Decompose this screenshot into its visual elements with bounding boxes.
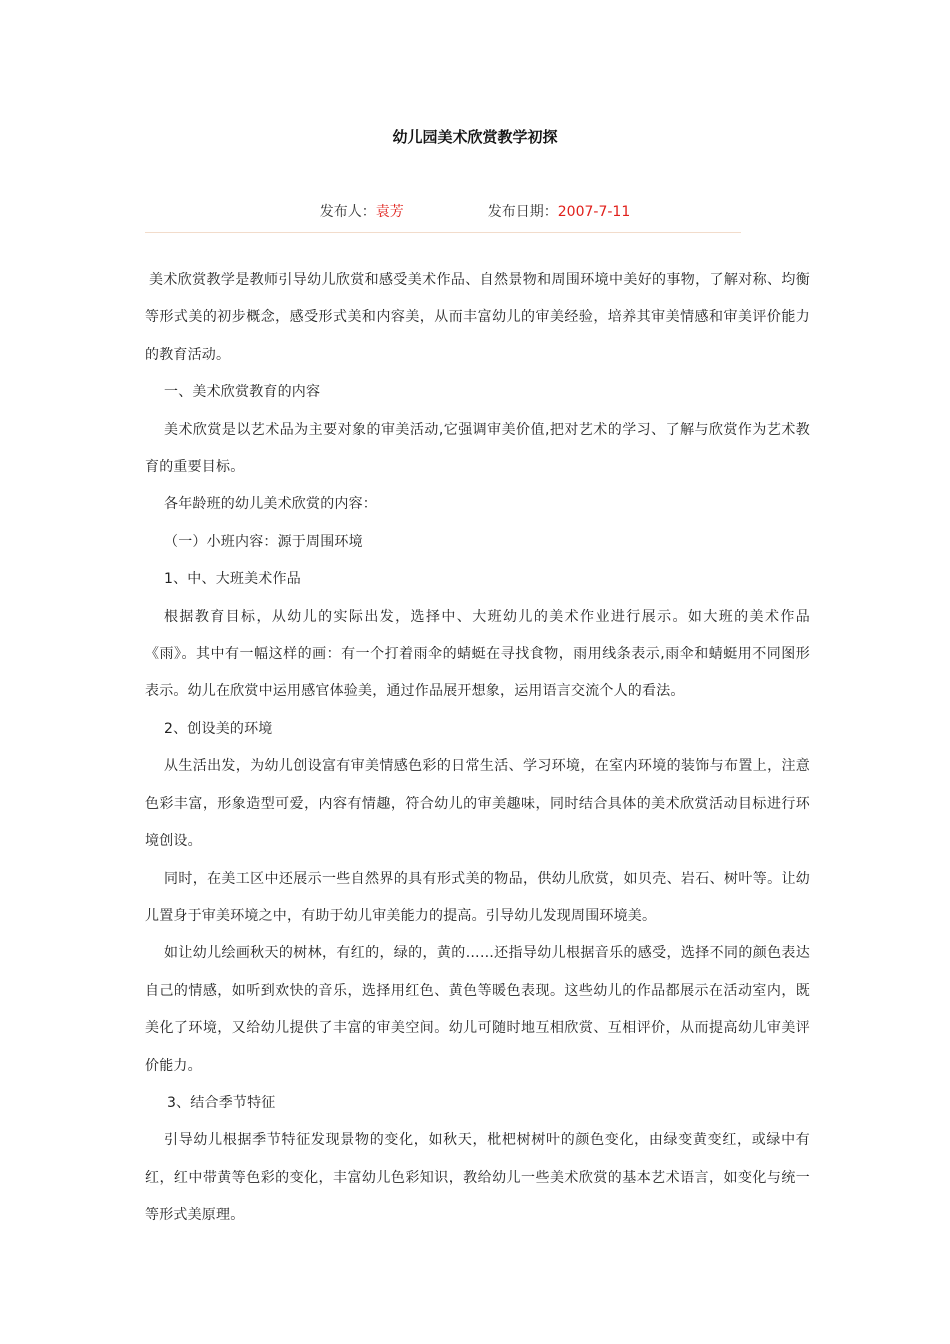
- item-heading: 1、中、大班美术作品: [164, 571, 301, 588]
- paragraph: 根据教育目标，从幼儿的实际出发，选择中、大班幼儿的美术作业进行展示。如大班的美术作品《雨》。其中有一幅这样的画：有一个打着雨伞的蜻蜓在寻找食物，雨用线条表示,雨伞和蜻蜓用不同图形表示。幼儿在欣赏中运用感官体验美，通过作品展开想象，运用语言交流个人的看法。: [145, 608, 810, 700]
- paragraph: 如让幼儿绘画秋天的树林，有红的，绿的，黄的……还指导幼儿根据音乐的感受，选择不同的颜色表达自己的情感，如听到欢快的音乐，选择用红色、黄色等暖色表现。这些幼儿的作品都展示在活动室内，既美化了环境，又给幼儿提供了丰富的审美空间。幼儿可随时地互相欣赏、互相评价，从而提高幼儿审美评价能力。: [145, 945, 810, 1074]
- paragraph-intro: 美术欣赏教学是教师引导幼儿欣赏和感受美术作品、自然景物和周围环境中美好的事物，了解对称、均衡等形式美的初步概念，感受形式美和内容美，从而丰富幼儿的审美经验，培养其审美情感和审美评价能力的教育活动。: [145, 272, 810, 363]
- article-meta: [0, 201, 950, 221]
- paragraph: 各年龄班的幼儿美术欣赏的内容：: [164, 496, 377, 513]
- subsection-heading: （一）小班内容：源于周围环境: [164, 533, 363, 550]
- paragraph: 同时，在美工区中还展示一些自然界的具有形式美的物品，供幼儿欣赏，如贝壳、岩石、树叶等。让幼儿置身于审美环境之中，有助于幼儿审美能力的提高。引导幼儿发现周围环境美。: [145, 870, 810, 924]
- date-label: 发布日期：: [487, 204, 558, 220]
- item-heading: 3、结合季节特征: [167, 1094, 276, 1111]
- item-heading: 2、创设美的环境: [164, 720, 273, 737]
- date-value: 2007-7-11: [557, 204, 631, 220]
- section-heading-content: 一、美术欣赏教育的内容: [164, 384, 321, 401]
- paragraph: 引导幼儿根据季节特征发现景物的变化，如秋天，枇杷树树叶的颜色变化，由绿变黄变红，或绿中有红，红中带黄等色彩的变化，丰富幼儿色彩知识，教给幼儿一些美术欣赏的基本艺术语言，如变化与统一等形式美原理。: [145, 1132, 810, 1224]
- publisher-name: 袁芳: [375, 204, 404, 220]
- article-title: 幼儿园美术欣赏教学初探: [392, 128, 558, 146]
- publisher-label: 发布人：: [319, 204, 376, 220]
- paragraph: 美术欣赏是以艺术品为主要对象的审美活动,它强调审美价值,把对艺术的学习、了解与欣赏作为艺术教育的重要目标。: [145, 421, 810, 476]
- paragraph: 从生活出发，为幼儿创设富有审美情感色彩的日常生活、学习环境，在室内环境的装饰与布置上，注意色彩丰富，形象造型可爱，内容有情趣，符合幼儿的审美趣味，同时结合具体的美术欣赏活动目标进行环境创设。: [145, 758, 810, 850]
- header-divider: [145, 232, 741, 233]
- article-body: [145, 262, 810, 1235]
